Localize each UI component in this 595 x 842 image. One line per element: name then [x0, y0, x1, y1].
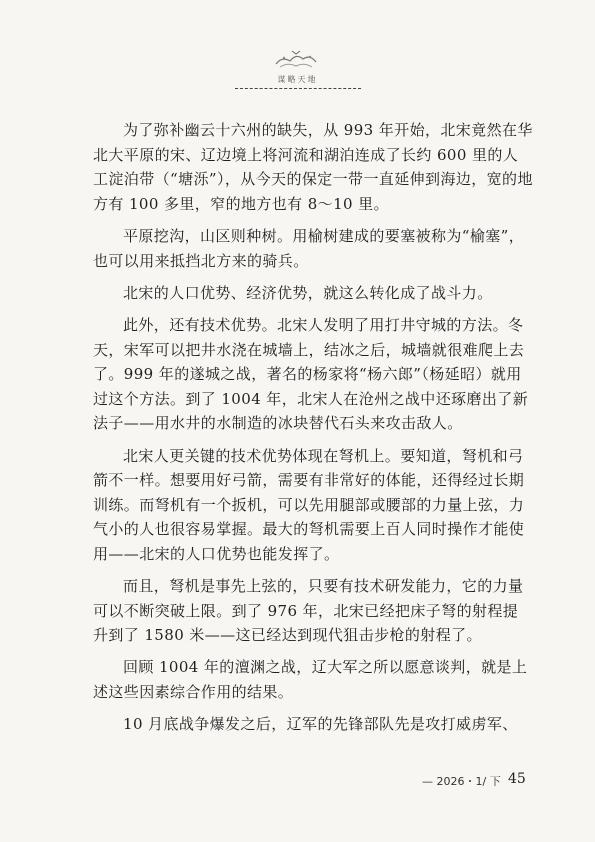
paragraph: 平原挖沟，山区则种树。用榆树建成的要塞被称为“榆塞”，也可以用来抵挡北方来的骑兵。: [93, 226, 525, 270]
paragraph: 回顾 1004 年的澶渊之战，辽大军之所以愿意谈判，就是上述这些因素综合作用的结果。: [93, 658, 528, 702]
paragraph: 为了弥补幽云十六州的缺失，从 993 年开始，北宋竟然在华北大平原的宋、辽边境上将河流和湖泊连成了长约 600 里的人工淀泊带（“塘泺”），从今天的保定一带一直延伸到海边，宽的地方有 100 多里，窄的地方也有 8～10 里。: [93, 121, 533, 213]
section-label: 谋略天地: [277, 75, 318, 84]
paragraph: 而且，弩机是事先上弦的，只要有技术研发能力，它的力量可以不断突破上限。到了 976 年，北宋已经把床子弩的射程提升到了 1580 米——这已经达到现代狙击步枪的射程了。: [93, 577, 524, 645]
page-header: [0, 40, 595, 100]
paragraph: 北宋人更关键的技术优势体现在弩机上。要知道，弩机和弓箭不一样。想要用好弓箭，需要有非常好的体能，还得经过长期训练。而弩机有一个扳机，可以先用腿部或腰部的力量上弦，力气小的人也很容易掌握。最大的弩机需要上百人同时操作才能使用——北宋的人口优势也能发挥了。: [93, 446, 525, 563]
page-number: 45: [508, 771, 526, 787]
paragraph: 此外，还有技术优势。北宋人发明了用打井守城的方法。冬天，宋军可以把井水浇在城墙上，结冰之后，城墙就很难爬上去了。999 年的遂城之战，著名的杨家将“杨六郎”（杨延昭）就用过这个方法。到了 1004 年，北宋人在沧州之战中还琢磨出了新法子——用水井的水制造的冰块替代石头来攻击敌人。: [93, 315, 529, 433]
header-divider: [235, 88, 361, 89]
issue-label: — 2026・1/ 下: [422, 775, 501, 788]
paragraph: 北宋的人口优势、经济优势，就这么转化成了战斗力。: [123, 283, 493, 302]
cloud-bird-ornament-icon: [272, 46, 320, 72]
page-footer: [0, 771, 595, 791]
paragraph: 10 月底战争爆发之后，辽军的先锋部队先是攻打威虏军、: [123, 715, 518, 734]
article-body: [93, 118, 533, 744]
